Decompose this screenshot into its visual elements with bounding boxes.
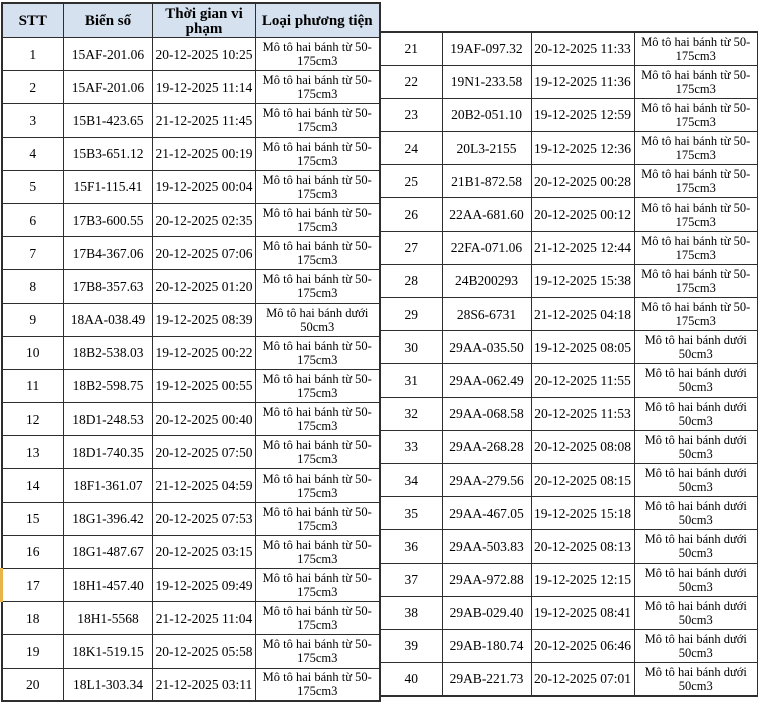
table-row (380, 563, 758, 596)
type-cell: Mô tô hai bánh dưới 50cm3 (256, 303, 380, 336)
plate-cell: 29AA-035.50 (442, 331, 531, 364)
stt-cell: 6 (2, 203, 64, 236)
time-cell: 20-12-2025 05:58 (153, 635, 256, 668)
table-row (380, 530, 758, 563)
table-row (380, 165, 758, 198)
time-cell: 20-12-2025 07:53 (153, 502, 256, 535)
plate-cell: 18D1-740.35 (64, 436, 153, 469)
stt-cell: 16 (2, 535, 64, 568)
stt-cell: 11 (2, 369, 64, 402)
plate-cell: 29AA-062.49 (442, 364, 531, 397)
stt-cell: 15 (2, 502, 64, 535)
time-cell: 20-12-2025 11:55 (531, 364, 634, 397)
type-cell: Mô tô hai bánh từ 50-175cm3 (634, 198, 758, 231)
type-cell: Mô tô hai bánh dưới 50cm3 (634, 364, 758, 397)
plate-cell: 15B1-423.65 (64, 104, 153, 137)
plate-cell: 29AA-279.56 (442, 463, 531, 496)
stt-cell: 33 (380, 430, 442, 463)
time-cell: 20-12-2025 00:40 (153, 403, 256, 436)
table-row (2, 336, 380, 369)
table-row (2, 635, 380, 668)
type-cell: Mô tô hai bánh từ 50-175cm3 (634, 165, 758, 198)
stt-cell: 22 (380, 65, 442, 98)
header-row (2, 3, 380, 38)
time-cell: 19-12-2025 00:04 (153, 170, 256, 203)
type-cell: Mô tô hai bánh từ 50-175cm3 (256, 170, 380, 203)
stt-cell: 1 (2, 38, 64, 71)
type-cell: Mô tô hai bánh từ 50-175cm3 (256, 469, 380, 502)
violation-table-right-pane (379, 2, 758, 713)
stt-cell: 23 (380, 98, 442, 131)
stt-cell: 10 (2, 336, 64, 369)
table-row (2, 535, 380, 568)
type-cell: Mô tô hai bánh dưới 50cm3 (634, 596, 758, 629)
table-row (380, 663, 758, 696)
time-cell: 21-12-2025 03:11 (153, 668, 256, 701)
type-cell: Mô tô hai bánh từ 50-175cm3 (256, 569, 380, 602)
time-cell: 19-12-2025 08:39 (153, 303, 256, 336)
table-row (2, 403, 380, 436)
stt-cell: 39 (380, 629, 442, 662)
plate-cell: 22FA-071.06 (442, 231, 531, 264)
table-row (2, 137, 380, 170)
plate-cell: 28S6-6731 (442, 298, 531, 331)
plate-cell: 18B2-538.03 (64, 336, 153, 369)
table-row (380, 397, 758, 430)
plate-cell: 17B3-600.55 (64, 203, 153, 236)
time-cell: 20-12-2025 07:50 (153, 436, 256, 469)
time-cell: 20-12-2025 06:46 (531, 629, 634, 662)
table-row (380, 231, 758, 264)
table-header (2, 3, 380, 38)
plate-cell: 15AF-201.06 (64, 71, 153, 104)
plate-cell: 18H1-5568 (64, 602, 153, 635)
type-cell: Mô tô hai bánh từ 50-175cm3 (634, 32, 758, 65)
type-cell: Mô tô hai bánh từ 50-175cm3 (256, 502, 380, 535)
table-row (2, 668, 380, 701)
stt-cell: 19 (2, 635, 64, 668)
table-row (380, 430, 758, 463)
stt-cell: 4 (2, 137, 64, 170)
stt-cell: 2 (2, 71, 64, 104)
type-cell: Mô tô hai bánh dưới 50cm3 (634, 497, 758, 530)
type-cell: Mô tô hai bánh từ 50-175cm3 (634, 65, 758, 98)
time-cell: 19-12-2025 11:14 (153, 71, 256, 104)
table-row (380, 364, 758, 397)
time-cell: 19-12-2025 15:38 (531, 264, 634, 297)
table-row (380, 596, 758, 629)
stt-cell: 12 (2, 403, 64, 436)
header-plate: Biển số (64, 3, 153, 38)
time-cell: 21-12-2025 11:45 (153, 104, 256, 137)
type-cell: Mô tô hai bánh từ 50-175cm3 (634, 231, 758, 264)
plate-cell: 19AF-097.32 (442, 32, 531, 65)
table-row (2, 203, 380, 236)
stt-cell: 9 (2, 303, 64, 336)
type-cell: Mô tô hai bánh từ 50-175cm3 (256, 668, 380, 701)
table-row (380, 32, 758, 65)
time-cell: 20-12-2025 10:25 (153, 38, 256, 71)
stt-cell: 36 (380, 530, 442, 563)
table-row (380, 98, 758, 131)
time-cell: 20-12-2025 08:15 (531, 463, 634, 496)
time-cell: 20-12-2025 02:35 (153, 203, 256, 236)
type-cell: Mô tô hai bánh từ 50-175cm3 (634, 298, 758, 331)
table-row (2, 369, 380, 402)
table-row (380, 198, 758, 231)
stt-cell: 38 (380, 596, 442, 629)
table-row (380, 132, 758, 165)
type-cell: Mô tô hai bánh từ 50-175cm3 (256, 336, 380, 369)
table-row (2, 170, 380, 203)
violation-table-left (0, 2, 381, 702)
header-type: Loại phương tiện (256, 3, 380, 38)
type-cell: Mô tô hai bánh từ 50-175cm3 (256, 38, 380, 71)
right-pane-top-spacer (379, 2, 758, 31)
plate-cell: 29AB-180.74 (442, 629, 531, 662)
stt-cell: 17 (2, 569, 64, 602)
plate-cell: 20L3-2155 (442, 132, 531, 165)
table-row (2, 502, 380, 535)
time-cell: 19-12-2025 08:05 (531, 331, 634, 364)
plate-cell: 29AB-221.73 (442, 663, 531, 696)
stt-cell: 34 (380, 463, 442, 496)
time-cell: 19-12-2025 11:36 (531, 65, 634, 98)
violation-table-left-pane (0, 2, 379, 713)
table-row (2, 303, 380, 336)
stt-cell: 37 (380, 563, 442, 596)
time-cell: 19-12-2025 15:18 (531, 497, 634, 530)
plate-cell: 18H1-457.40 (64, 569, 153, 602)
violation-table-right (379, 31, 758, 697)
time-cell: 19-12-2025 00:22 (153, 336, 256, 369)
plate-cell: 17B4-367.06 (64, 237, 153, 270)
table-row (380, 497, 758, 530)
type-cell: Mô tô hai bánh từ 50-175cm3 (256, 71, 380, 104)
time-cell: 19-12-2025 12:59 (531, 98, 634, 131)
plate-cell: 29AA-068.58 (442, 397, 531, 430)
stt-cell: 31 (380, 364, 442, 397)
table-row (2, 436, 380, 469)
time-cell: 21-12-2025 04:59 (153, 469, 256, 502)
time-cell: 20-12-2025 08:08 (531, 430, 634, 463)
type-cell: Mô tô hai bánh dưới 50cm3 (634, 397, 758, 430)
type-cell: Mô tô hai bánh từ 50-175cm3 (256, 270, 380, 303)
stt-cell: 5 (2, 170, 64, 203)
table-body-right (380, 32, 758, 696)
stt-cell: 25 (380, 165, 442, 198)
plate-cell: 18K1-519.15 (64, 635, 153, 668)
plate-cell: 18F1-361.07 (64, 469, 153, 502)
table-row (2, 237, 380, 270)
stt-cell: 8 (2, 270, 64, 303)
time-cell: 19-12-2025 00:55 (153, 369, 256, 402)
stt-cell: 30 (380, 331, 442, 364)
time-cell: 20-12-2025 03:15 (153, 535, 256, 568)
table-row (2, 270, 380, 303)
stt-cell: 28 (380, 264, 442, 297)
time-cell: 21-12-2025 04:18 (531, 298, 634, 331)
table-row (380, 463, 758, 496)
type-cell: Mô tô hai bánh dưới 50cm3 (634, 629, 758, 662)
plate-cell: 18D1-248.53 (64, 403, 153, 436)
plate-cell: 29AA-503.83 (442, 530, 531, 563)
table-row (380, 264, 758, 297)
plate-cell: 15B3-651.12 (64, 137, 153, 170)
stt-cell: 32 (380, 397, 442, 430)
stt-cell: 18 (2, 602, 64, 635)
type-cell: Mô tô hai bánh từ 50-175cm3 (256, 137, 380, 170)
plate-cell: 29AA-972.88 (442, 563, 531, 596)
time-cell: 20-12-2025 08:13 (531, 530, 634, 563)
stt-cell: 14 (2, 469, 64, 502)
plate-cell: 29AA-467.05 (442, 497, 531, 530)
plate-cell: 19N1-233.58 (442, 65, 531, 98)
type-cell: Mô tô hai bánh dưới 50cm3 (634, 663, 758, 696)
time-cell: 20-12-2025 11:53 (531, 397, 634, 430)
type-cell: Mô tô hai bánh dưới 50cm3 (634, 563, 758, 596)
time-cell: 19-12-2025 09:49 (153, 569, 256, 602)
plate-cell: 20B2-051.10 (442, 98, 531, 131)
type-cell: Mô tô hai bánh từ 50-175cm3 (634, 264, 758, 297)
plate-cell: 29AB-029.40 (442, 596, 531, 629)
stt-cell: 29 (380, 298, 442, 331)
table-row (380, 65, 758, 98)
time-cell: 20-12-2025 11:33 (531, 32, 634, 65)
plate-cell: 15F1-115.41 (64, 170, 153, 203)
stt-cell: 20 (2, 668, 64, 701)
header-time: Thời gian vi phạm (153, 3, 256, 38)
type-cell: Mô tô hai bánh dưới 50cm3 (634, 430, 758, 463)
type-cell: Mô tô hai bánh từ 50-175cm3 (256, 635, 380, 668)
table-row (2, 38, 380, 71)
type-cell: Mô tô hai bánh từ 50-175cm3 (256, 602, 380, 635)
plate-cell: 18B2-598.75 (64, 369, 153, 402)
time-cell: 20-12-2025 00:12 (531, 198, 634, 231)
stt-cell: 40 (380, 663, 442, 696)
table-row (2, 71, 380, 104)
table-row (380, 298, 758, 331)
plate-cell: 18L1-303.34 (64, 668, 153, 701)
type-cell: Mô tô hai bánh từ 50-175cm3 (256, 403, 380, 436)
type-cell: Mô tô hai bánh từ 50-175cm3 (256, 104, 380, 137)
time-cell: 20-12-2025 01:20 (153, 270, 256, 303)
table-row (2, 569, 380, 602)
time-cell: 20-12-2025 07:01 (531, 663, 634, 696)
plate-cell: 15AF-201.06 (64, 38, 153, 71)
table-row (2, 602, 380, 635)
stt-cell: 3 (2, 104, 64, 137)
time-cell: 21-12-2025 12:44 (531, 231, 634, 264)
stt-cell: 35 (380, 497, 442, 530)
stt-cell: 21 (380, 32, 442, 65)
plate-cell: 21B1-872.58 (442, 165, 531, 198)
type-cell: Mô tô hai bánh từ 50-175cm3 (634, 98, 758, 131)
type-cell: Mô tô hai bánh từ 50-175cm3 (634, 132, 758, 165)
time-cell: 20-12-2025 00:28 (531, 165, 634, 198)
plate-cell: 18G1-487.67 (64, 535, 153, 568)
type-cell: Mô tô hai bánh từ 50-175cm3 (256, 369, 380, 402)
stt-cell: 13 (2, 436, 64, 469)
type-cell: Mô tô hai bánh dưới 50cm3 (634, 463, 758, 496)
plate-cell: 17B8-357.63 (64, 270, 153, 303)
time-cell: 19-12-2025 08:41 (531, 596, 634, 629)
type-cell: Mô tô hai bánh dưới 50cm3 (634, 331, 758, 364)
plate-cell: 18AA-038.49 (64, 303, 153, 336)
stt-cell: 24 (380, 132, 442, 165)
stt-cell: 27 (380, 231, 442, 264)
header-stt: STT (2, 3, 64, 38)
table-row (2, 104, 380, 137)
type-cell: Mô tô hai bánh từ 50-175cm3 (256, 436, 380, 469)
plate-cell: 18G1-396.42 (64, 502, 153, 535)
time-cell: 19-12-2025 12:15 (531, 563, 634, 596)
type-cell: Mô tô hai bánh từ 50-175cm3 (256, 203, 380, 236)
table-row (380, 331, 758, 364)
type-cell: Mô tô hai bánh từ 50-175cm3 (256, 237, 380, 270)
stt-cell: 26 (380, 198, 442, 231)
plate-cell: 29AA-268.28 (442, 430, 531, 463)
table-row (2, 469, 380, 502)
table-row (380, 629, 758, 662)
plate-cell: 22AA-681.60 (442, 198, 531, 231)
type-cell: Mô tô hai bánh dưới 50cm3 (634, 530, 758, 563)
time-cell: 19-12-2025 12:36 (531, 132, 634, 165)
type-cell: Mô tô hai bánh từ 50-175cm3 (256, 535, 380, 568)
time-cell: 21-12-2025 11:04 (153, 602, 256, 635)
stt-cell: 7 (2, 237, 64, 270)
table-body-left (2, 38, 380, 702)
time-cell: 20-12-2025 07:06 (153, 237, 256, 270)
plate-cell: 24B200293 (442, 264, 531, 297)
time-cell: 21-12-2025 00:19 (153, 137, 256, 170)
